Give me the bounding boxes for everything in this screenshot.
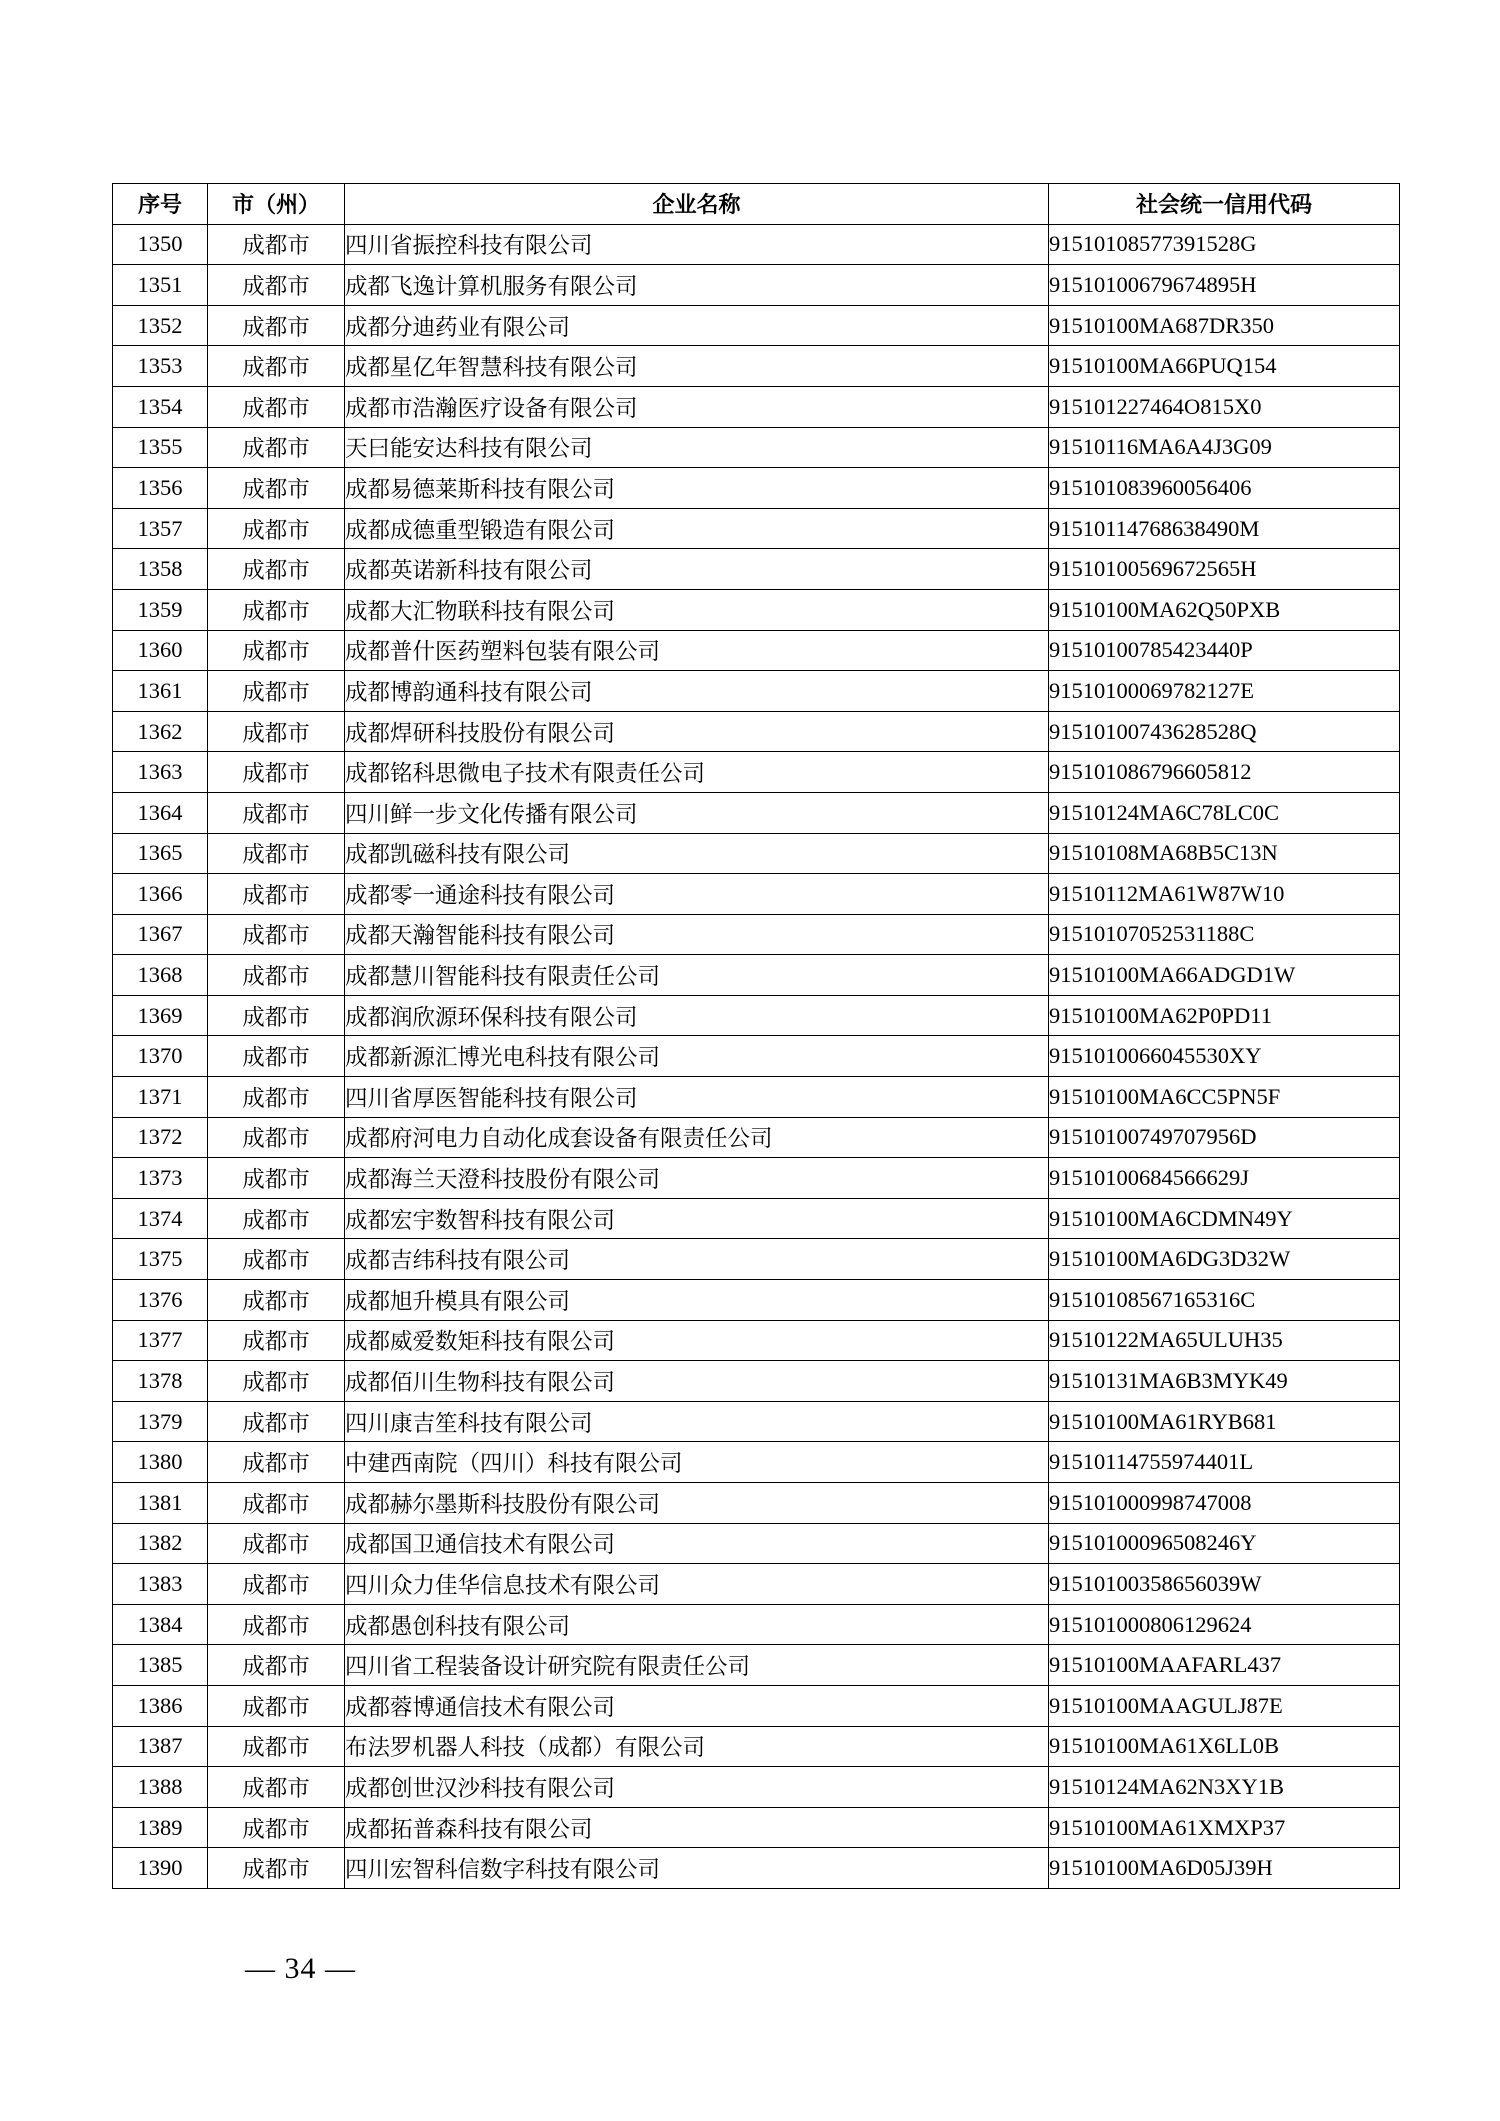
table-row xyxy=(113,1077,1400,1118)
city-cell: 成都市 xyxy=(208,1361,345,1402)
page-number: — 34 — xyxy=(245,1952,356,1985)
city-cell: 成都市 xyxy=(208,1320,345,1361)
credit-code-cell: 91510114768638490M xyxy=(1049,508,1400,549)
credit-code-cell: 91510100MAAGULJ87E xyxy=(1049,1685,1400,1726)
credit-code-cell: 91510100MA6D05J39H xyxy=(1049,1848,1400,1889)
credit-code-cell: 915101000998747008 xyxy=(1049,1483,1400,1524)
serial-number-cell: 1376 xyxy=(113,1280,208,1321)
table-row xyxy=(113,589,1400,630)
serial-number-cell: 1350 xyxy=(113,224,208,265)
serial-number-cell: 1378 xyxy=(113,1361,208,1402)
credit-code-cell: 91510100MA6CC5PN5F xyxy=(1049,1077,1400,1118)
city-cell: 成都市 xyxy=(208,874,345,915)
city-cell: 成都市 xyxy=(208,1645,345,1686)
table-row xyxy=(113,630,1400,671)
serial-number-cell: 1375 xyxy=(113,1239,208,1280)
serial-number-cell: 1384 xyxy=(113,1604,208,1645)
city-cell: 成都市 xyxy=(208,1685,345,1726)
serial-number-cell: 1360 xyxy=(113,630,208,671)
company-name-cell: 成都愚创科技有限公司 xyxy=(345,1604,1049,1645)
table-row xyxy=(113,833,1400,874)
table-row xyxy=(113,792,1400,833)
city-cell: 成都市 xyxy=(208,1158,345,1199)
city-cell: 成都市 xyxy=(208,1077,345,1118)
table-row xyxy=(113,914,1400,955)
serial-number-cell: 1377 xyxy=(113,1320,208,1361)
serial-number-cell: 1370 xyxy=(113,1036,208,1077)
credit-code-cell: 91510100MA62Q50PXB xyxy=(1049,589,1400,630)
table-row xyxy=(113,1564,1400,1605)
table-row xyxy=(113,1117,1400,1158)
credit-code-cell: 91510108MA68B5C13N xyxy=(1049,833,1400,874)
table-row xyxy=(113,1036,1400,1077)
credit-code-cell: 9151010066045530XY xyxy=(1049,1036,1400,1077)
company-name-cell: 成都普什医药塑料包装有限公司 xyxy=(345,630,1049,671)
company-name-cell: 成都英诺新科技有限公司 xyxy=(345,549,1049,590)
company-name-cell: 成都吉纬科技有限公司 xyxy=(345,1239,1049,1280)
serial-number-cell: 1352 xyxy=(113,305,208,346)
serial-number-cell: 1365 xyxy=(113,833,208,874)
company-name-cell: 成都蓉博通信技术有限公司 xyxy=(345,1685,1049,1726)
table-row xyxy=(113,1483,1400,1524)
serial-number-cell: 1368 xyxy=(113,955,208,996)
serial-number-cell: 1390 xyxy=(113,1848,208,1889)
table-row xyxy=(113,1320,1400,1361)
city-cell: 成都市 xyxy=(208,305,345,346)
city-cell: 成都市 xyxy=(208,224,345,265)
table-row xyxy=(113,1442,1400,1483)
serial-number-cell: 1363 xyxy=(113,752,208,793)
credit-code-cell: 915101086796605812 xyxy=(1049,752,1400,793)
company-name-cell: 成都大汇物联科技有限公司 xyxy=(345,589,1049,630)
serial-number-cell: 1355 xyxy=(113,427,208,468)
serial-number-cell: 1386 xyxy=(113,1685,208,1726)
table-row xyxy=(113,549,1400,590)
city-cell: 成都市 xyxy=(208,1036,345,1077)
city-cell: 成都市 xyxy=(208,1807,345,1848)
credit-code-cell: 91510100069782127E xyxy=(1049,671,1400,712)
credit-code-cell: 91510100MA6DG3D32W xyxy=(1049,1239,1400,1280)
credit-code-cell: 91510100MA66PUQ154 xyxy=(1049,346,1400,387)
company-name-cell: 成都零一通途科技有限公司 xyxy=(345,874,1049,915)
company-name-cell: 四川众力佳华信息技术有限公司 xyxy=(345,1564,1049,1605)
city-cell: 成都市 xyxy=(208,671,345,712)
company-name-cell: 四川康吉笙科技有限公司 xyxy=(345,1401,1049,1442)
serial-number-cell: 1382 xyxy=(113,1523,208,1564)
serial-number-cell: 1357 xyxy=(113,508,208,549)
company-name-cell: 成都新源汇博光电科技有限公司 xyxy=(345,1036,1049,1077)
table-row xyxy=(113,1807,1400,1848)
table-row xyxy=(113,1685,1400,1726)
company-name-cell: 成都赫尔墨斯科技股份有限公司 xyxy=(345,1483,1049,1524)
credit-code-cell: 91510100358656039W xyxy=(1049,1564,1400,1605)
city-cell: 成都市 xyxy=(208,1483,345,1524)
company-name-cell: 成都星亿年智慧科技有限公司 xyxy=(345,346,1049,387)
company-name-cell: 四川省振控科技有限公司 xyxy=(345,224,1049,265)
serial-number-cell: 1369 xyxy=(113,995,208,1036)
company-name-cell: 成都成德重型锻造有限公司 xyxy=(345,508,1049,549)
table-row xyxy=(113,1401,1400,1442)
credit-code-cell: 91510100MA62P0PD11 xyxy=(1049,995,1400,1036)
table-row xyxy=(113,1726,1400,1767)
serial-number-cell: 1388 xyxy=(113,1767,208,1808)
table-row xyxy=(113,386,1400,427)
header-credit-code: 社会统一信用代码 xyxy=(1049,184,1400,225)
city-cell: 成都市 xyxy=(208,1280,345,1321)
credit-code-cell: 91510100096508246Y xyxy=(1049,1523,1400,1564)
city-cell: 成都市 xyxy=(208,1604,345,1645)
city-cell: 成都市 xyxy=(208,265,345,306)
serial-number-cell: 1361 xyxy=(113,671,208,712)
serial-number-cell: 1362 xyxy=(113,711,208,752)
company-name-cell: 成都润欣源环保科技有限公司 xyxy=(345,995,1049,1036)
serial-number-cell: 1374 xyxy=(113,1198,208,1239)
city-cell: 成都市 xyxy=(208,1848,345,1889)
credit-code-cell: 915101227464O815X0 xyxy=(1049,386,1400,427)
city-cell: 成都市 xyxy=(208,1564,345,1605)
credit-code-cell: 91510100MA61RYB681 xyxy=(1049,1401,1400,1442)
serial-number-cell: 1385 xyxy=(113,1645,208,1686)
company-name-cell: 成都天瀚智能科技有限公司 xyxy=(345,914,1049,955)
city-cell: 成都市 xyxy=(208,752,345,793)
credit-code-cell: 91510108577391528G xyxy=(1049,224,1400,265)
city-cell: 成都市 xyxy=(208,427,345,468)
company-name-cell: 成都威爱数矩科技有限公司 xyxy=(345,1320,1049,1361)
credit-code-cell: 91510124MA62N3XY1B xyxy=(1049,1767,1400,1808)
city-cell: 成都市 xyxy=(208,549,345,590)
company-name-cell: 四川鲜一步文化传播有限公司 xyxy=(345,792,1049,833)
credit-code-cell: 915101000806129624 xyxy=(1049,1604,1400,1645)
credit-code-cell: 91510100MA6CDMN49Y xyxy=(1049,1198,1400,1239)
company-name-cell: 成都凯磁科技有限公司 xyxy=(345,833,1049,874)
company-name-cell: 成都铭科思微电子技术有限责任公司 xyxy=(345,752,1049,793)
table-row xyxy=(113,1604,1400,1645)
city-cell: 成都市 xyxy=(208,346,345,387)
credit-code-cell: 91510100749707956D xyxy=(1049,1117,1400,1158)
table-row xyxy=(113,711,1400,752)
city-cell: 成都市 xyxy=(208,1523,345,1564)
serial-number-cell: 1358 xyxy=(113,549,208,590)
company-name-cell: 成都易德莱斯科技有限公司 xyxy=(345,468,1049,509)
credit-code-cell: 91510100MA61XMXP37 xyxy=(1049,1807,1400,1848)
company-name-cell: 四川省厚医智能科技有限公司 xyxy=(345,1077,1049,1118)
city-cell: 成都市 xyxy=(208,995,345,1036)
credit-code-cell: 91510124MA6C78LC0C xyxy=(1049,792,1400,833)
credit-code-cell: 915101083960056406 xyxy=(1049,468,1400,509)
city-cell: 成都市 xyxy=(208,914,345,955)
company-name-cell: 成都创世汉沙科技有限公司 xyxy=(345,1767,1049,1808)
table-row xyxy=(113,1523,1400,1564)
company-name-cell: 成都分迪药业有限公司 xyxy=(345,305,1049,346)
table-row xyxy=(113,995,1400,1036)
city-cell: 成都市 xyxy=(208,1767,345,1808)
company-name-cell: 成都飞逸计算机服务有限公司 xyxy=(345,265,1049,306)
serial-number-cell: 1351 xyxy=(113,265,208,306)
table-row xyxy=(113,752,1400,793)
credit-code-cell: 91510116MA6A4J3G09 xyxy=(1049,427,1400,468)
company-name-cell: 成都府河电力自动化成套设备有限责任公司 xyxy=(345,1117,1049,1158)
serial-number-cell: 1383 xyxy=(113,1564,208,1605)
table-row xyxy=(113,1361,1400,1402)
credit-code-cell: 91510131MA6B3MYK49 xyxy=(1049,1361,1400,1402)
serial-number-cell: 1354 xyxy=(113,386,208,427)
serial-number-cell: 1372 xyxy=(113,1117,208,1158)
serial-number-cell: 1371 xyxy=(113,1077,208,1118)
credit-code-cell: 91510100743628528Q xyxy=(1049,711,1400,752)
city-cell: 成都市 xyxy=(208,589,345,630)
table-row xyxy=(113,1767,1400,1808)
credit-code-cell: 91510112MA61W87W10 xyxy=(1049,874,1400,915)
table-row xyxy=(113,1280,1400,1321)
table-header-row xyxy=(113,184,1400,225)
city-cell: 成都市 xyxy=(208,1117,345,1158)
header-city: 市（州） xyxy=(208,184,345,225)
serial-number-cell: 1380 xyxy=(113,1442,208,1483)
city-cell: 成都市 xyxy=(208,1442,345,1483)
credit-code-cell: 91510100MA61X6LL0B xyxy=(1049,1726,1400,1767)
credit-code-cell: 91510100684566629J xyxy=(1049,1158,1400,1199)
table-row xyxy=(113,1848,1400,1889)
serial-number-cell: 1379 xyxy=(113,1401,208,1442)
table-row xyxy=(113,671,1400,712)
table-row xyxy=(113,265,1400,306)
table-row xyxy=(113,1198,1400,1239)
company-name-cell: 成都旭升模具有限公司 xyxy=(345,1280,1049,1321)
credit-code-cell: 91510100MAAFARL437 xyxy=(1049,1645,1400,1686)
city-cell: 成都市 xyxy=(208,630,345,671)
table-row xyxy=(113,1158,1400,1199)
table-row xyxy=(113,346,1400,387)
credit-code-cell: 91510100MA66ADGD1W xyxy=(1049,955,1400,996)
company-name-cell: 成都焊研科技股份有限公司 xyxy=(345,711,1049,752)
credit-code-cell: 91510100MA687DR350 xyxy=(1049,305,1400,346)
company-name-cell: 成都宏宇数智科技有限公司 xyxy=(345,1198,1049,1239)
city-cell: 成都市 xyxy=(208,508,345,549)
table-row xyxy=(113,427,1400,468)
serial-number-cell: 1373 xyxy=(113,1158,208,1199)
city-cell: 成都市 xyxy=(208,386,345,427)
table-body xyxy=(113,224,1400,1888)
city-cell: 成都市 xyxy=(208,1239,345,1280)
company-name-cell: 成都海兰天澄科技股份有限公司 xyxy=(345,1158,1049,1199)
company-name-cell: 成都国卫通信技术有限公司 xyxy=(345,1523,1049,1564)
company-name-cell: 天曰能安达科技有限公司 xyxy=(345,427,1049,468)
city-cell: 成都市 xyxy=(208,711,345,752)
credit-code-cell: 91510107052531188C xyxy=(1049,914,1400,955)
table-row xyxy=(113,1239,1400,1280)
table-row xyxy=(113,468,1400,509)
credit-code-cell: 91510100569672565H xyxy=(1049,549,1400,590)
company-name-cell: 成都博韵通科技有限公司 xyxy=(345,671,1049,712)
serial-number-cell: 1366 xyxy=(113,874,208,915)
serial-number-cell: 1389 xyxy=(113,1807,208,1848)
company-name-cell: 成都市浩瀚医疗设备有限公司 xyxy=(345,386,1049,427)
city-cell: 成都市 xyxy=(208,468,345,509)
city-cell: 成都市 xyxy=(208,792,345,833)
credit-code-cell: 91510100785423440P xyxy=(1049,630,1400,671)
table-row xyxy=(113,1645,1400,1686)
serial-number-cell: 1381 xyxy=(113,1483,208,1524)
table-row xyxy=(113,955,1400,996)
city-cell: 成都市 xyxy=(208,1401,345,1442)
city-cell: 成都市 xyxy=(208,1198,345,1239)
company-name-cell: 中建西南院（四川）科技有限公司 xyxy=(345,1442,1049,1483)
credit-code-cell: 91510122MA65ULUH35 xyxy=(1049,1320,1400,1361)
table-row xyxy=(113,305,1400,346)
company-name-cell: 成都拓普森科技有限公司 xyxy=(345,1807,1049,1848)
serial-number-cell: 1356 xyxy=(113,468,208,509)
header-serial-number: 序号 xyxy=(113,184,208,225)
table-row xyxy=(113,508,1400,549)
serial-number-cell: 1364 xyxy=(113,792,208,833)
city-cell: 成都市 xyxy=(208,833,345,874)
city-cell: 成都市 xyxy=(208,1726,345,1767)
serial-number-cell: 1367 xyxy=(113,914,208,955)
company-name-cell: 四川宏智科信数字科技有限公司 xyxy=(345,1848,1049,1889)
serial-number-cell: 1387 xyxy=(113,1726,208,1767)
city-cell: 成都市 xyxy=(208,955,345,996)
enterprise-table xyxy=(112,183,1400,1889)
company-name-cell: 布法罗机器人科技（成都）有限公司 xyxy=(345,1726,1049,1767)
table-row xyxy=(113,224,1400,265)
credit-code-cell: 91510114755974401L xyxy=(1049,1442,1400,1483)
header-company-name: 企业名称 xyxy=(345,184,1049,225)
company-name-cell: 四川省工程装备设计研究院有限责任公司 xyxy=(345,1645,1049,1686)
serial-number-cell: 1353 xyxy=(113,346,208,387)
table-row xyxy=(113,874,1400,915)
credit-code-cell: 91510108567165316C xyxy=(1049,1280,1400,1321)
company-name-cell: 成都慧川智能科技有限责任公司 xyxy=(345,955,1049,996)
serial-number-cell: 1359 xyxy=(113,589,208,630)
credit-code-cell: 91510100679674895H xyxy=(1049,265,1400,306)
company-name-cell: 成都佰川生物科技有限公司 xyxy=(345,1361,1049,1402)
